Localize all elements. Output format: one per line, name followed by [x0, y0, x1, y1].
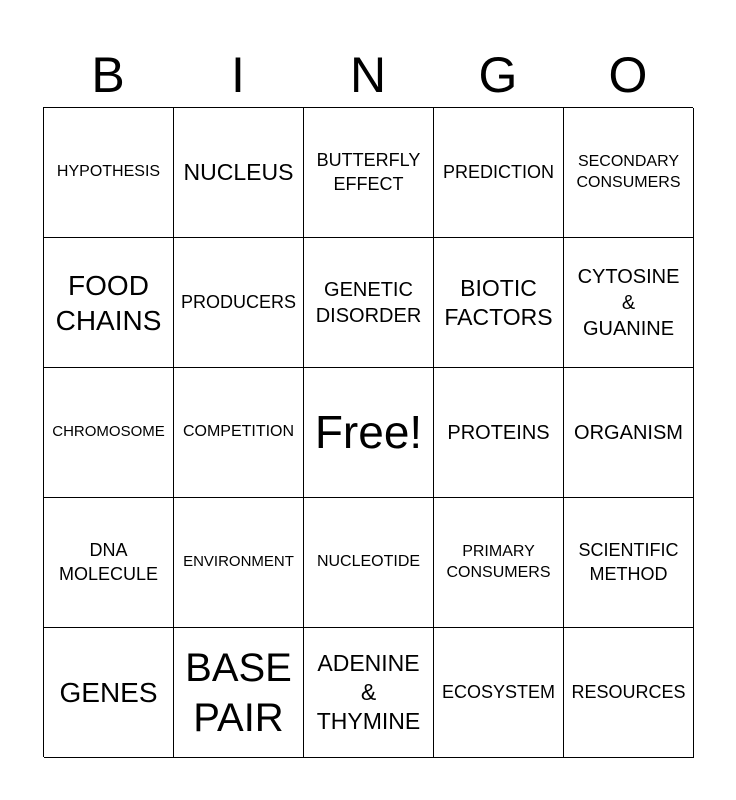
cell-label: GENETIC DISORDER: [315, 278, 422, 327]
cell-label: GENES: [59, 677, 158, 708]
cell-label: RESOURCES: [571, 681, 686, 702]
bingo-cell[interactable]: [564, 628, 694, 758]
cell-label: COMPETITION: [182, 423, 295, 441]
cell-label: NUCLEOTIDE: [316, 553, 421, 571]
bingo-cell[interactable]: [44, 108, 174, 238]
cell-label: PRIMARY CONSUMERS: [446, 542, 551, 581]
bingo-cell[interactable]: [44, 628, 174, 758]
cell-label: BIOTIC FACTORS: [444, 274, 553, 330]
bingo-cell[interactable]: [174, 368, 304, 498]
cell-label: SCIENTIFIC METHOD: [578, 540, 679, 584]
bingo-cell[interactable]: [304, 628, 434, 758]
cell-label: NUCLEUS: [183, 159, 294, 186]
bingo-cell[interactable]: [434, 498, 564, 628]
bingo-header: [43, 42, 693, 108]
header-letter-o: O: [608, 47, 648, 103]
bingo-grid: [43, 107, 693, 757]
bingo-cell[interactable]: [174, 628, 304, 758]
cell-label: ECOSYSTEM: [441, 681, 556, 702]
header-letter-b: B: [91, 47, 125, 103]
cell-label: PRODUCERS: [180, 291, 296, 312]
cell-label: PREDICTION: [442, 161, 554, 182]
bingo-cell[interactable]: [434, 628, 564, 758]
bingo-cell[interactable]: [564, 368, 694, 498]
cell-label: ENVIRONMENT: [183, 553, 294, 571]
header-letter-n: N: [349, 47, 387, 103]
cell-label: CYTOSINE & GUANINE: [577, 265, 680, 340]
bingo-cell[interactable]: [564, 238, 694, 368]
bingo-cell[interactable]: [434, 238, 564, 368]
bingo-cell[interactable]: [564, 498, 694, 628]
cell-label: DNA MOLECULE: [58, 540, 159, 584]
cell-label: CHROMOSOME: [52, 423, 165, 441]
bingo-cell[interactable]: [44, 368, 174, 498]
cell-label: FOOD CHAINS: [55, 269, 162, 336]
bingo-cell[interactable]: [304, 238, 434, 368]
bingo-cell[interactable]: [434, 368, 564, 498]
cell-label: ADENINE & THYMINE: [316, 650, 421, 734]
bingo-cell[interactable]: [304, 108, 434, 238]
bingo-cell[interactable]: [174, 108, 304, 238]
header-letter-g: G: [478, 47, 518, 103]
bingo-cell[interactable]: [174, 498, 304, 628]
free-space-label: Free!: [314, 405, 423, 458]
bingo-cell[interactable]: [44, 498, 174, 628]
cell-label: HYPOTHESIS: [56, 163, 161, 181]
bingo-cell[interactable]: [564, 108, 694, 238]
free-space-cell[interactable]: [304, 368, 434, 498]
bingo-cell[interactable]: [174, 238, 304, 368]
cell-label: BASE PAIR: [185, 645, 292, 740]
bingo-cell[interactable]: [304, 498, 434, 628]
bingo-cell[interactable]: [44, 238, 174, 368]
cell-label: ORGANISM: [574, 421, 683, 444]
bingo-cell[interactable]: [434, 108, 564, 238]
cell-label: PROTEINS: [447, 421, 550, 444]
cell-label: SECONDARY CONSUMERS: [576, 152, 681, 191]
cell-label: BUTTERFLY EFFECT: [316, 150, 421, 194]
header-letter-i: I: [231, 47, 245, 103]
